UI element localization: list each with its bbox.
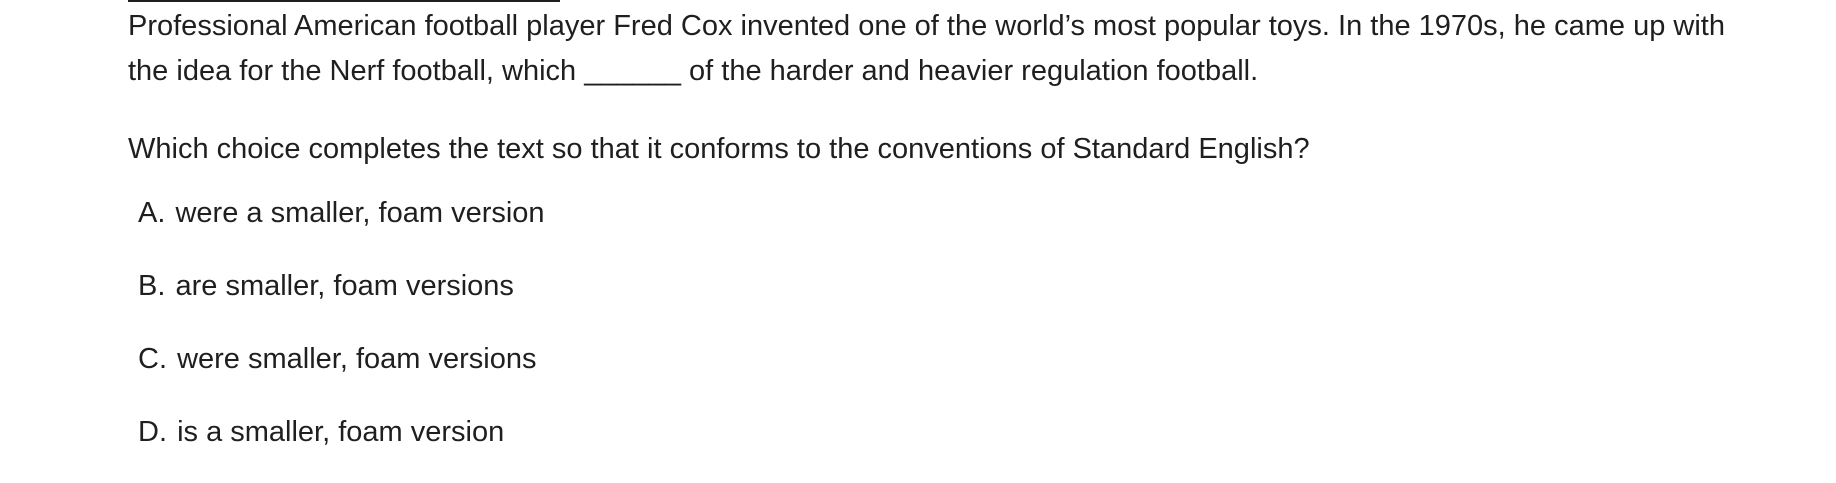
choice-d[interactable] — [138, 410, 545, 455]
choice-c-text: were smaller, foam versions — [177, 343, 537, 375]
choice-c[interactable] — [138, 337, 545, 382]
choice-d-text: is a smaller, foam version — [177, 416, 505, 448]
choice-b-text: are smaller, foam versions — [175, 270, 514, 302]
choice-c-letter: C. — [138, 343, 167, 375]
question-prompt: Which choice completes the text so that it conforms to the conventions of Standard English? — [128, 133, 1310, 165]
choice-d-letter: D. — [138, 416, 167, 448]
choice-b-letter: B. — [138, 270, 166, 302]
choice-a-text: were a smaller, foam version — [175, 197, 545, 229]
passage-after-blank: of the harder and heavier regulation football. — [689, 55, 1259, 87]
choice-b[interactable] — [138, 264, 545, 309]
passage-text — [128, 4, 1728, 94]
choice-a[interactable] — [138, 191, 545, 236]
choice-a-letter: A. — [138, 197, 166, 229]
top-divider — [128, 0, 560, 2]
passage-before-blank: Professional American football player Fred Cox invented one of the world’s most popular toys. In the 1970s, he came up with the idea for the Nerf football, which — [128, 10, 1725, 87]
passage-blank: ______ — [584, 55, 681, 87]
answer-choices — [138, 191, 545, 483]
